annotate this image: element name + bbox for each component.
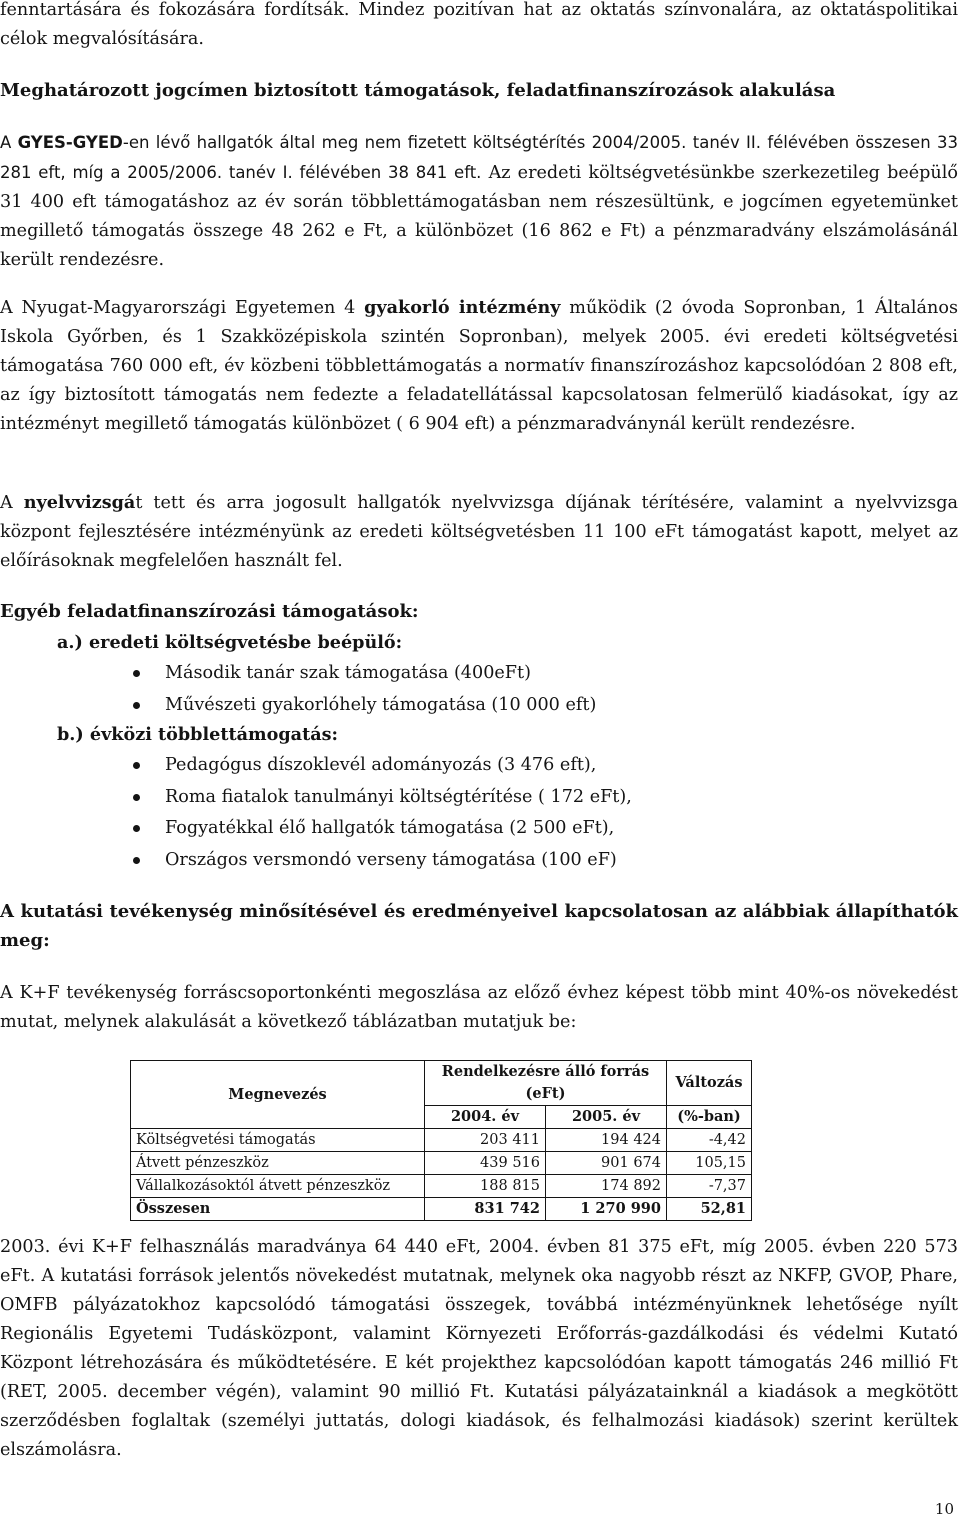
row-2004: 188 815 [425,1175,546,1198]
row-change: -7,37 [667,1175,752,1198]
table-total-row [131,1198,752,1221]
row-2005: 901 674 [546,1152,667,1175]
row-change: 105,15 [667,1152,752,1175]
gyakorlo-text-2: működik (2 óvoda Sopronban, 1 Általános Iskola Győrben, és 1 Szakközépiskola szintén Sopronban), melyek 2005. évi eredeti költségvetési támogatása 760 000 eft, év közbeni többlettámogatás a normatív finanszírozáshoz kapcsolódóan 2 808 eft, az így biztosított támogatás nem fedezte a feladatellátással kapcsolatosan felmerülő kiadásokat, így az intézményt megillető támogatás különbözet ( 6 904 eft) a pénzmaradványnál került rendezésre. [0,298,958,434]
paragraph-intro: fenntartására és fokozására fordítsák. Mindez pozitívan hat az oktatás színvonalára, az oktatáspolitikai célok megvalósítására. [0,0,958,49]
row-name: Vállalkozásoktól átvett pénzeszköz [131,1175,425,1198]
row-2004: 203 411 [425,1129,546,1152]
row-name: Átvett pénzeszköz [131,1152,425,1175]
total-2005: 1 270 990 [546,1198,667,1221]
list-item: Roma fiatalok tanulmányi költségtérítése ( 172 eFt), [0,782,958,814]
page-number: 10 [934,1500,954,1518]
header-forras: Rendelkezésre álló forrás (eFt) [425,1061,667,1106]
section-b [0,719,958,876]
list-item: Művészeti gyakorlóhely támogatása (10 000 eft) [0,690,958,722]
gyes-text-2: -en lévő hallgatók által meg nem fizetett költségtérítés 2004/2005. tanév II. félévében összesen 33 281 eft, míg a 2005/2006. tanév I. félévében 38 841 eft. [0,133,958,182]
list-item: Országos versmondó verseny támogatása (100 eF) [0,845,958,877]
table-header-row [131,1061,752,1106]
gyes-bold: GYES-GYED [17,133,123,152]
kf-table [130,1060,752,1221]
nyelv-text-2: t tett és arra jogosult hallgatók nyelvvizsga díjának térítésére, valamint a nyelvvizsga központ fejlesztésére intézményünk az eredeti költségvetésben 11 100 eFt támogatást kapott, melyet az előírásoknak megfelelően használt fel. [0,493,958,571]
row-change: -4,42 [667,1129,752,1152]
total-2004: 831 742 [425,1198,546,1221]
gyes-text-3: Az eredeti költségvetésünkbe szerkezetileg beépülő 31 400 eft támogatáshoz az év során többlettámogatásban nem részesültünk, e jogcímen egyetemünket megillető támogatás összege 48 262 e Ft, a különbözet (16 862 e Ft) a pénzmaradvány elszámolásánál került rendezésre. [0,163,958,270]
gyakorlo-text-1: A Nyugat-Magyarországi Egyetemen 4 [0,298,365,318]
table-row [131,1152,752,1175]
heading-jogcim: Meghatározott jogcímen biztosított támogatások, feladatfinanszírozások alakulása [0,80,836,101]
paragraph-kf: A K+F tevékenység forráscsoportonkénti megoszlása az előző évhez képest több mint 40%-os növekedést mutat, melynek alakulását a következő táblázatban mutatjuk be: [0,983,958,1032]
nyelv-bold: nyelvvizsgá [23,492,136,513]
header-megnevezes: Megnevezés [131,1061,425,1129]
list-item: Pedagógus díszoklevél adományozás (3 476 eft), [0,750,958,782]
section-a-list [0,658,958,721]
header-valtozas-unit: (%-ban) [667,1106,752,1129]
list-item: Második tanár szak támogatása (400eFt) [0,658,958,690]
row-2004: 439 516 [425,1152,546,1175]
heading-egyeb: Egyéb feladatfinanszírozási támogatások: [0,601,419,622]
list-item: Fogyatékkal élő hallgatók támogatása (2 500 eFt), [0,813,958,845]
header-2005: 2005. év [546,1106,667,1129]
section-a-title: a.) eredeti költségvetésbe beépülő: [57,632,403,653]
table-row [131,1175,752,1198]
row-2005: 194 424 [546,1129,667,1152]
gyes-text-1: A [0,133,18,152]
heading-kutatasi: A kutatási tevékenység minősítésével és eredményeivel kapcsolatosan az alábbiak állapíthatók meg: [0,901,958,951]
section-a [0,627,958,721]
row-2005: 174 892 [546,1175,667,1198]
paragraph-gyes [0,128,958,275]
row-name: Költségvetési támogatás [131,1129,425,1152]
total-name: Összesen [131,1198,425,1221]
header-2004: 2004. év [425,1106,546,1129]
section-b-title: b.) évközi többlettámogatás: [57,724,338,745]
total-change: 52,81 [667,1198,752,1221]
gyakorlo-bold: gyakorló intézmény [364,297,561,318]
nyelv-text-1: A [0,493,24,513]
table-row [131,1129,752,1152]
paragraph-gyakorlo [0,293,958,439]
section-b-list [0,750,958,876]
header-valtozas: Változás [667,1061,752,1106]
paragraph-final: 2003. évi K+F felhasználás maradványa 64 440 eFt, 2004. évben 81 375 eFt, míg 2005. évben 220 573 eFt. A kutatási források jelentős növekedést mutatnak, melynek oka nagyobb részt az NKFP, GVOP, Phare, OMFB pályázatokhoz kapcsolódó támogatási összegek, továbbá intézményünknek lehetősége nyílt Regionális Egyetemi Tudásközpont, valamint Környezeti Erőforrás-gazdálkodási és védelmi Kutató Központ létrehozására és működtetésére. E két projekthez kapcsolódóan kapott támogatás 246 millió Ft (RET, 2005. december végén), valamint 90 millió Ft. Kutatási pályázatainknál a kiadások a megkötött szerződésben foglaltak (személyi juttatás, dologi kiadások, és felhalmozási kiadások) szerint kerültek elszámolásra. [0,1237,958,1460]
paragraph-nyelvvizsga [0,488,958,576]
